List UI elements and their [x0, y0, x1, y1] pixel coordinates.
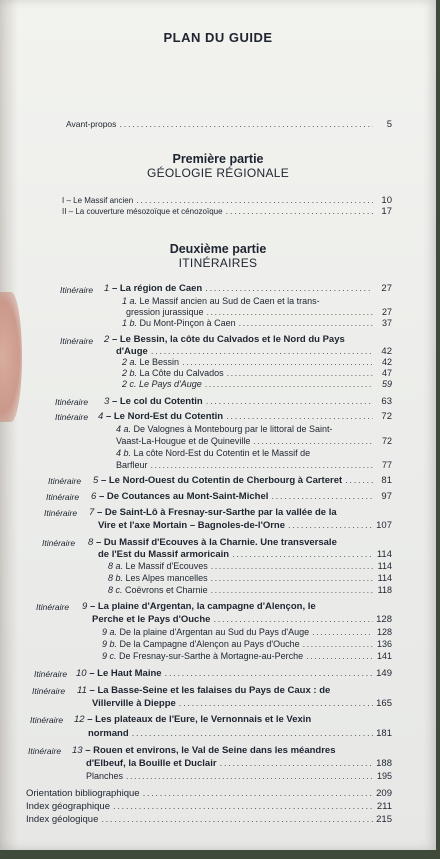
itineraire-label: Itinéraire — [46, 492, 80, 502]
itineraire-label: Itinéraire — [30, 715, 64, 725]
toc-planches: Planches . . . 195 — [86, 771, 392, 781]
toc-it1: 1 – La région de Caen . . . 27 — [104, 283, 392, 294]
toc-it2-l2: d'Auge . . . 42 — [116, 346, 392, 357]
toc-it2c: 2 c. Le Pays d'Auge . . . 59 — [122, 379, 392, 389]
itineraire-label: Itinéraire — [60, 285, 94, 295]
toc-it9b: 9 b. De la Campagne d'Alençon au Pays d'Ouche . . . 136 — [102, 639, 392, 649]
toc-it7-l2: Vire et l'axe Mortain – Bagnoles-de-l'Orne . . . 107 — [98, 520, 392, 531]
toc-it11-l2: Villerville à Dieppe . . . 165 — [92, 698, 392, 709]
toc-it7-l1: 7 – De Saint-Lô à Fresnay-sur-Sarthe par la vallée de la — [89, 507, 337, 518]
toc-it2b: 2 b. La Côte du Calvados . . . 47 — [122, 368, 392, 378]
toc-index-geographique: Index géographique . . . 211 — [26, 801, 392, 812]
toc-it3: 3 – Le col du Cotentin . . . 63 — [104, 396, 392, 407]
toc-it4: 4 – Le Nord-Est du Cotentin . . . 72 — [98, 411, 392, 422]
toc-it4b-l2: Barfleur . . . 77 — [116, 460, 392, 470]
toc-it1b: 1 b. Du Mont-Pinçon à Caen . . . 37 — [122, 318, 392, 328]
toc-avant-propos: Avant-propos . . . 5 — [66, 119, 392, 130]
toc-it8b: 8 b. Les Alpes mancelles . . . 114 — [108, 573, 392, 583]
itineraire-label: Itinéraire — [44, 508, 78, 518]
toc-it8a: 8 a. Le Massif d'Ecouves . . . 114 — [108, 561, 392, 571]
part2-subtitle: ITINÉRAIRES — [178, 256, 258, 270]
part1-label: Première partie — [172, 152, 264, 166]
itineraire-label: Itinéraire — [55, 397, 89, 407]
toc-it8c: 8 c. Coëvrons et Charnie . . . 118 — [108, 585, 392, 595]
itineraire-label: Itinéraire — [32, 686, 66, 696]
part1-subtitle: GÉOLOGIE RÉGIONALE — [146, 166, 290, 180]
toc-it11-l1: 11 – La Basse-Seine et les falaises du Pays de Caux : de — [77, 685, 331, 696]
page-title: PLAN DU GUIDE — [163, 30, 273, 45]
toc-it4a-l2: Vaast-La-Hougue et de Quineville . . . 72 — [116, 436, 392, 446]
toc-it6: 6 – De Coutances au Mont-Saint-Michel . . . 97 — [91, 491, 392, 502]
toc-it9a: 9 a. De la plaine d'Argentan au Sud du Pays d'Auge . . . 128 — [102, 627, 392, 637]
toc-it13-l2: d'Elbeuf, la Bouille et Duclair . . . 188 — [86, 758, 392, 769]
toc-orientation-bibliographique: Orientation bibliographique . . . 209 — [26, 788, 392, 799]
toc-it1a-l2: gression jurassique . . . 27 — [126, 307, 392, 317]
toc-it5: 5 – Le Nord-Ouest du Cotentin de Cherbourg à Carteret . . . 81 — [93, 475, 392, 486]
toc-it8-l1: 8 – Du Massif d'Ecouves à la Charnie. Une transversale — [88, 537, 337, 548]
itineraire-label: Itinéraire — [36, 602, 70, 612]
toc-it2-l1: 2 – Le Bessin, la côte du Calvados et le Nord du Pays — [104, 334, 345, 345]
itineraire-label: Itinéraire — [60, 336, 94, 346]
toc-it4a-l1: 4 a. De Valognes à Montebourg par le littoral de Saint- — [116, 424, 333, 434]
toc-couverture: II – La couverture mésozoïque et cénozoïque . . . 17 — [62, 206, 392, 217]
toc-it13-l1: 13 – Rouen et environs, le Val de Seine dans les méandres — [72, 745, 336, 756]
toc-it10: 10 – Le Haut Maine . . . 149 — [76, 668, 392, 679]
toc-it4b-l1: 4 b. La côte Nord-Est du Cotentin et le Massif de — [116, 448, 311, 458]
itineraire-label: Itinéraire — [42, 538, 76, 548]
toc-it12-l2: normand . . . 181 — [88, 728, 392, 739]
toc-it12-l1: 12 – Les plateaux de l'Eure, le Vernonnais et le Vexin — [74, 714, 312, 725]
toc-it9-l1: 9 – La plaine d'Argentan, la campagne d'Alençon, le — [82, 601, 316, 612]
toc-index-geologique: Index géologique . . . 215 — [26, 814, 392, 825]
itineraire-label: Itinéraire — [34, 669, 68, 679]
toc-it1a-l1: 1 a. Le Massif ancien au Sud de Caen et la trans- — [122, 296, 320, 306]
toc-it2a: 2 a. Le Bessin . . . 42 — [122, 357, 392, 367]
thumb-shadow — [0, 292, 22, 422]
toc-massif-ancien: I – Le Massif ancien . . . 10 — [62, 195, 392, 206]
toc-it9c: 9 c. De Fresnay-sur-Sarthe à Mortagne-au-Perche . . . 141 — [102, 651, 392, 661]
itineraire-label: Itinéraire — [55, 412, 89, 422]
part2-label: Deuxième partie — [169, 242, 267, 256]
toc-it9-l2: Perche et le Pays d'Ouche . . . 128 — [92, 614, 392, 625]
toc-it8-l2: de l'Est du Massif armoricain . . . 114 — [98, 549, 392, 560]
itineraire-label: Itinéraire — [48, 476, 82, 486]
itineraire-label: Itinéraire — [28, 746, 62, 756]
